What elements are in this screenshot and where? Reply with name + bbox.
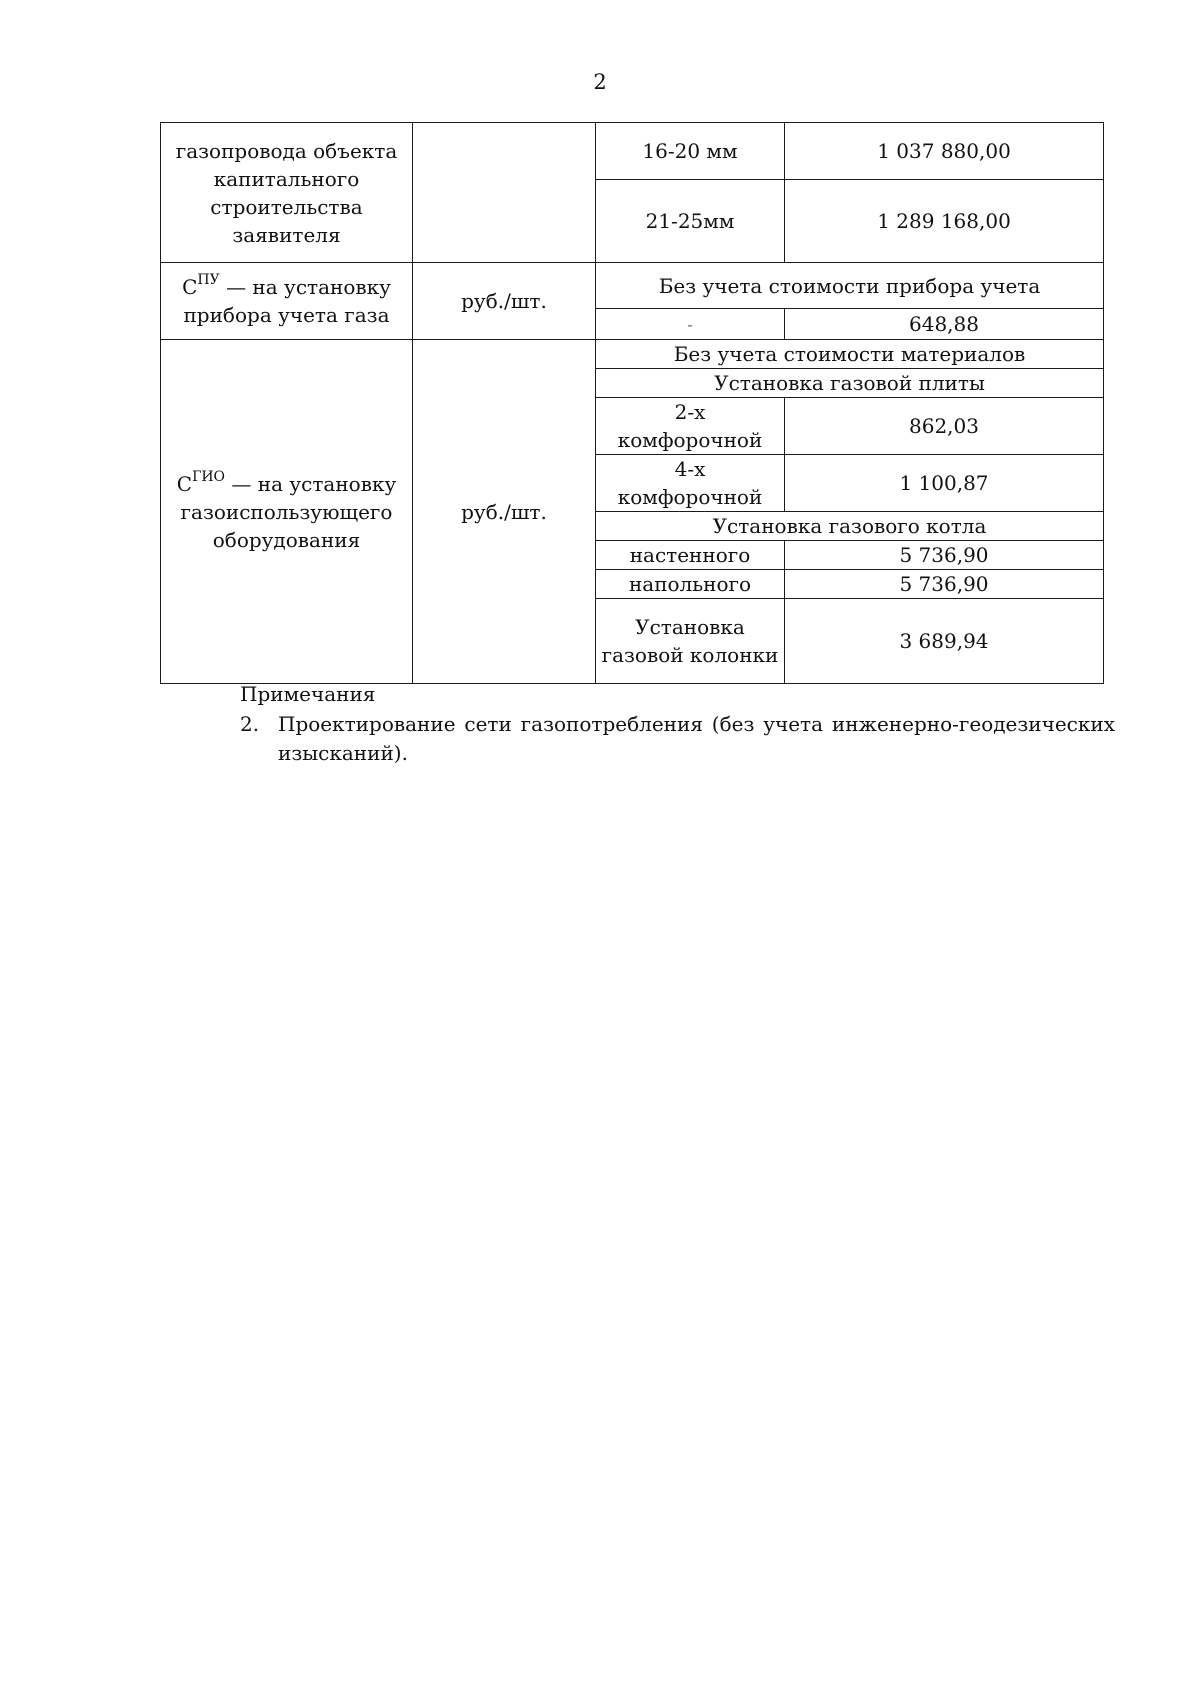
equipment-symbol-sup: ГИО	[192, 468, 226, 485]
meter-label: — на установку прибора учета газа	[183, 275, 391, 327]
equipment-unit: руб./шт.	[413, 340, 596, 684]
pipeline-unit-cell	[413, 123, 596, 263]
note-number: 2.	[240, 712, 260, 736]
meter-value: 648,88	[785, 309, 1104, 340]
equipment-label-cell	[161, 340, 413, 684]
page-number: 2	[593, 70, 607, 94]
boiler-item-value: 5 736,90	[785, 570, 1104, 599]
stove-item-value: 862,03	[785, 398, 1104, 455]
stove-item-name: 2-х комфорочной	[596, 398, 785, 455]
heater-name: Установка газовой колонки	[596, 599, 785, 684]
value-cell: 1 289 168,00	[785, 180, 1104, 263]
notes-title: Примечания	[240, 682, 376, 706]
size-cell: 16-20 мм	[596, 123, 785, 180]
table-row	[161, 263, 1104, 309]
equipment-label: — на установку газоиспользующего оборудования	[180, 471, 397, 552]
note-text: Проектирование сети газопотребления (без учета инженерно-геодезических изысканий).	[278, 712, 1115, 765]
meter-unit: руб./шт.	[413, 263, 596, 340]
meter-symbol-sup: ПУ	[197, 272, 220, 289]
tariff-table	[160, 122, 1104, 684]
notes	[240, 680, 1115, 768]
boiler-item-value: 5 736,90	[785, 541, 1104, 570]
table-row	[161, 123, 1104, 180]
meter-label-cell	[161, 263, 413, 340]
stove-item-name: 4-х комфорочной	[596, 455, 785, 512]
equipment-symbol: С	[176, 471, 193, 496]
boiler-header: Установка газового котла	[596, 512, 1104, 541]
meter-item: -	[596, 309, 785, 340]
meter-subheader: Без учета стоимости прибора учета	[596, 263, 1104, 309]
stove-item-value: 1 100,87	[785, 455, 1104, 512]
equipment-subheader: Без учета стоимости материалов	[596, 340, 1104, 369]
pipeline-label: газопровода объекта капитального строительства заявителя	[175, 139, 398, 247]
note-item	[240, 710, 1115, 768]
value-cell: 1 037 880,00	[785, 123, 1104, 180]
stove-header: Установка газовой плиты	[596, 369, 1104, 398]
heater-value: 3 689,94	[785, 599, 1104, 684]
boiler-item-name: настенного	[596, 541, 785, 570]
pipeline-label-cell	[161, 123, 413, 263]
size-cell: 21-25мм	[596, 180, 785, 263]
boiler-item-name: напольного	[596, 570, 785, 599]
meter-symbol: С	[182, 275, 198, 299]
table-row	[161, 340, 1104, 369]
